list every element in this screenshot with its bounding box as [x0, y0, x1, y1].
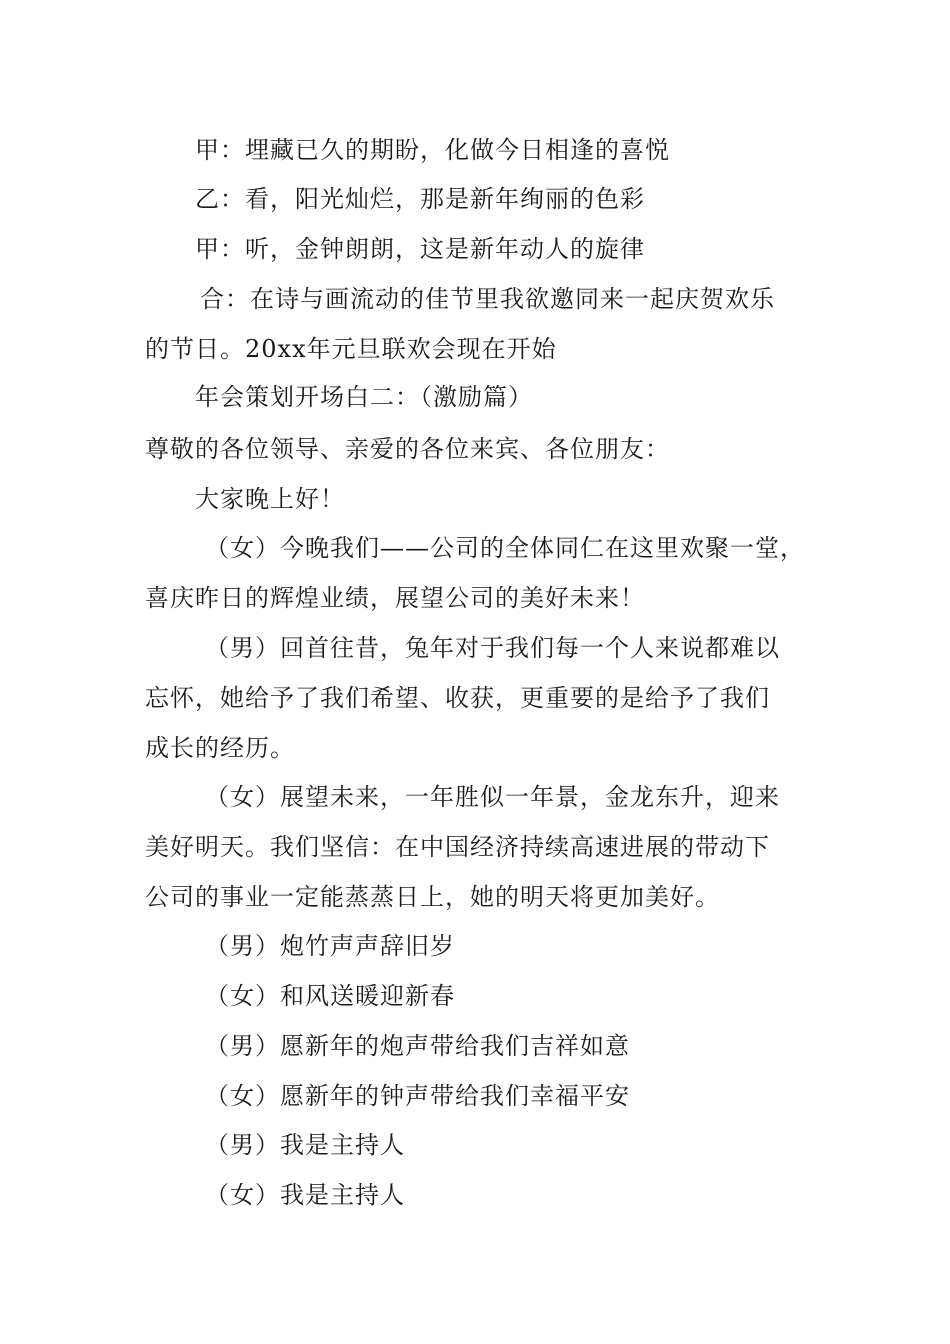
- text-line: 甲：埋藏已久的期盼，化做今日相逢的喜悦: [195, 136, 670, 164]
- text-line: 喜庆昨日的辉煌业绩，展望公司的美好未来！: [145, 584, 645, 612]
- text-line: 乙：看，阳光灿烂，那是新年绚丽的色彩: [195, 185, 645, 213]
- text-line: （男）回首往昔，兔年对于我们每一个人来说都难以: [205, 634, 780, 662]
- text-line: （男）炮竹声声辞旧岁: [205, 932, 455, 960]
- text-line: （女）展望未来，一年胜似一年景，金龙东升，迎来: [205, 783, 780, 811]
- text-line: （女）和风送暖迎新春: [205, 982, 455, 1010]
- text-line: 成长的经历。: [145, 734, 295, 762]
- section-heading: 年会策划开场白二：（激励篇）: [195, 383, 533, 411]
- text-line: （女）愿新年的钟声带给我们幸福平安: [205, 1082, 630, 1110]
- text-line: 合：在诗与画流动的佳节里我欲邀同来一起庆贺欢乐: [200, 285, 775, 313]
- text-line: 公司的事业一定能蒸蒸日上，她的明天将更加美好。: [145, 883, 720, 911]
- text-line: 尊敬的各位领导、亲爱的各位来宾、各位朋友：: [145, 435, 670, 463]
- text-line: 大家晚上好！: [195, 485, 345, 513]
- text-line: 美好明天。我们坚信：在中国经济持续高速进展的带动下: [145, 833, 770, 861]
- text-line: 甲：听，金钟朗朗，这是新年动人的旋律: [195, 235, 645, 263]
- text-line: （男）愿新年的炮声带给我们吉祥如意: [205, 1032, 630, 1060]
- text-line: 忘怀，她给予了我们希望、收获，更重要的是给予了我们: [145, 684, 770, 712]
- text-line: （女）我是主持人: [205, 1181, 405, 1209]
- text-line: （女）今晚我们——公司的全体同仁在这里欢聚一堂，: [205, 534, 805, 562]
- text-line: 的节日。20xx年元旦联欢会现在开始: [145, 335, 557, 363]
- text-line: （男）我是主持人: [205, 1131, 405, 1159]
